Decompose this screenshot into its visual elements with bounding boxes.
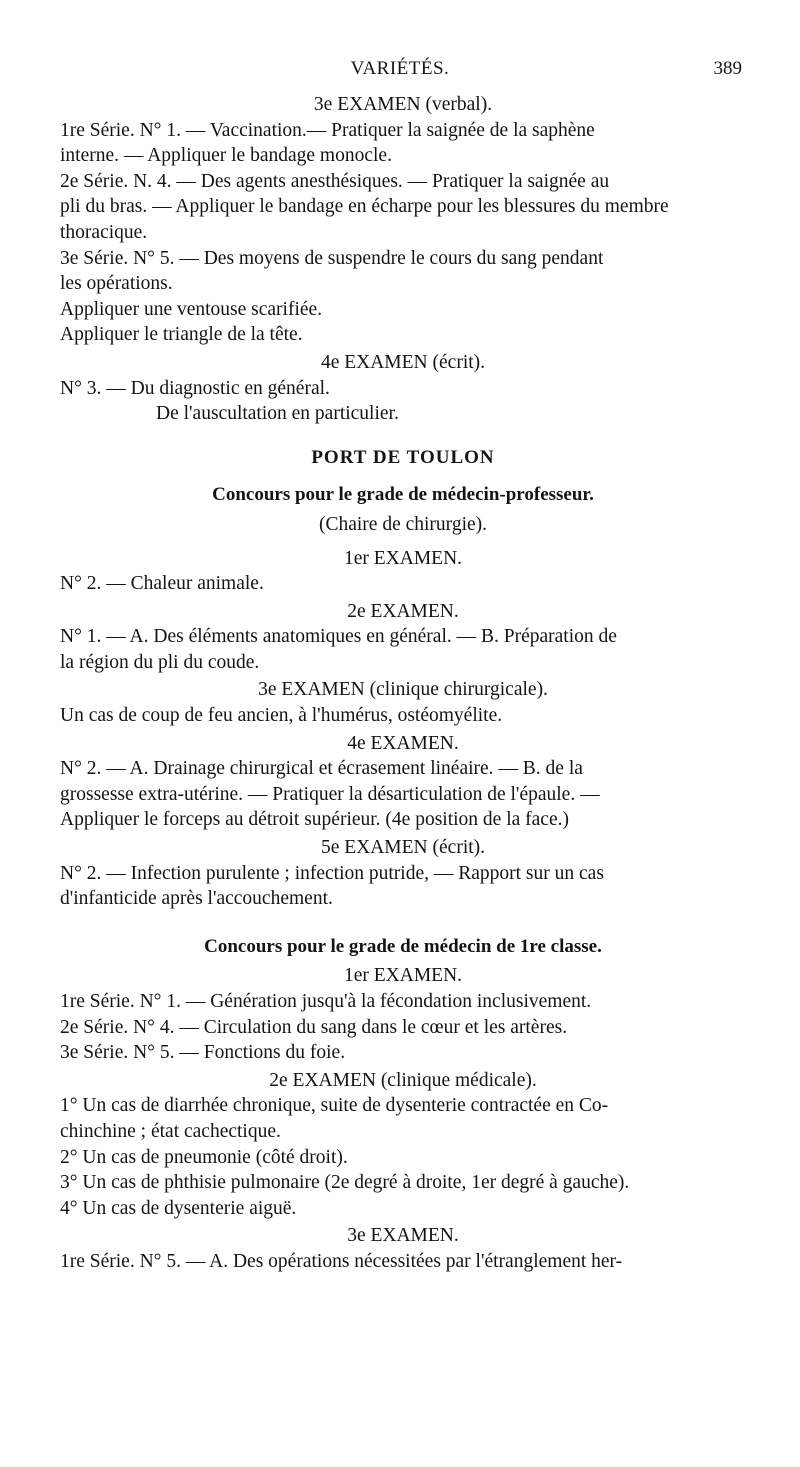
section-heading: 1er EXAMEN. — [343, 965, 463, 987]
contest-heading: Concours pour le grade de médecin-professeur. — [212, 484, 594, 506]
text-line: les opérations. — [60, 273, 173, 295]
text-line: N° 3. — Du diagnostic en général. — [60, 377, 330, 399]
text-line: N° 2. — Chaleur animale. — [60, 573, 264, 595]
section-heading: 1er EXAMEN. — [343, 547, 463, 569]
text-line: Appliquer le forceps au détroit supérieur. (4e position de la face.) — [60, 809, 569, 831]
text-line: 1° Un cas de diarrhée chronique, suite de dysenterie contractée en Co- — [60, 1095, 609, 1117]
text-line: pli du bras. — Appliquer le bandage en écharpe pour les blessures du membre — [60, 196, 669, 218]
section-heading: 4e EXAMEN. — [347, 732, 459, 754]
port-heading: PORT DE TOULON — [311, 446, 495, 468]
text-line: chinchine ; état cachectique. — [60, 1120, 281, 1142]
section-heading: (Chaire de chirurgie). — [318, 513, 488, 535]
section-heading: 5e EXAMEN (écrit). — [320, 837, 486, 859]
contest-heading: Concours pour le grade de médecin de 1re classe. — [204, 935, 602, 957]
text-line: 1re Série. N° 5. — A. Des opérations nécessitées par l'étranglement her- — [60, 1250, 623, 1272]
text-line: 2e Série. N. 4. — Des agents anesthésiques. — Pratiquer la saignée au — [60, 170, 610, 192]
text-line: 3e Série. N° 5. — Fonctions du foie. — [60, 1042, 346, 1064]
text-line: grossesse extra-utérine. — Pratiquer la désarticulation de l'épaule. — — [60, 783, 600, 805]
running-header — [0, 56, 800, 86]
text-line: thoracique. — [60, 221, 148, 243]
section-heading: 4e EXAMEN (écrit). — [320, 351, 486, 373]
text-line: 4° Un cas de dysenterie aiguë. — [60, 1197, 297, 1219]
running-title: VARIÉTÉS. — [350, 58, 450, 79]
text-line: N° 1. — A. Des éléments anatomiques en général. — B. Préparation de — [60, 626, 617, 648]
text-line: interne. — Appliquer le bandage monocle. — [60, 145, 392, 167]
text-line: De l'auscultation en particulier. — [156, 403, 399, 425]
section-heading: 3e EXAMEN (clinique chirurgicale). — [258, 679, 548, 701]
text-line: N° 2. — A. Drainage chirurgical et écrasement linéaire. — B. de la — [60, 758, 583, 780]
page-number: 389 — [713, 58, 742, 79]
text-line: Un cas de coup de feu ancien, à l'humérus, ostéomyélite. — [60, 705, 503, 727]
text-line: d'infanticide après l'accouchement. — [60, 888, 333, 910]
text-line: N° 2. — Infection purulente ; infection putride, — Rapport sur un cas — [60, 862, 604, 884]
text-line: 1re Série. N° 1. — Vaccination.— Pratiquer la saignée de la saphène — [60, 119, 595, 141]
text-line: 2e Série. N° 4. — Circulation du sang dans le cœur et les artères. — [60, 1016, 568, 1038]
section-heading: 3e EXAMEN. — [347, 1225, 459, 1247]
page-body — [60, 90, 746, 1275]
text-line: 3° Un cas de phthisie pulmonaire (2e degré à droite, 1er degré à gauche). — [60, 1172, 630, 1194]
spacer — [60, 912, 746, 934]
text-line: 2° Un cas de pneumonie (côté droit). — [60, 1146, 348, 1168]
text-line: Appliquer une ventouse scarifiée. — [60, 298, 323, 320]
text-line: la région du pli du coude. — [60, 651, 260, 673]
text-line: Appliquer le triangle de la tête. — [60, 324, 303, 346]
section-heading: 2e EXAMEN (clinique médicale). — [269, 1069, 537, 1091]
text-line: 3e Série. N° 5. — Des moyens de suspendre le cours du sang pendant — [60, 247, 604, 269]
text-line: 1re Série. N° 1. — Génération jusqu'à la fécondation inclusivement. — [60, 991, 592, 1012]
spacer — [60, 538, 746, 544]
section-heading: 3e EXAMEN (verbal). — [313, 94, 493, 115]
section-heading: 2e EXAMEN. — [347, 600, 459, 622]
